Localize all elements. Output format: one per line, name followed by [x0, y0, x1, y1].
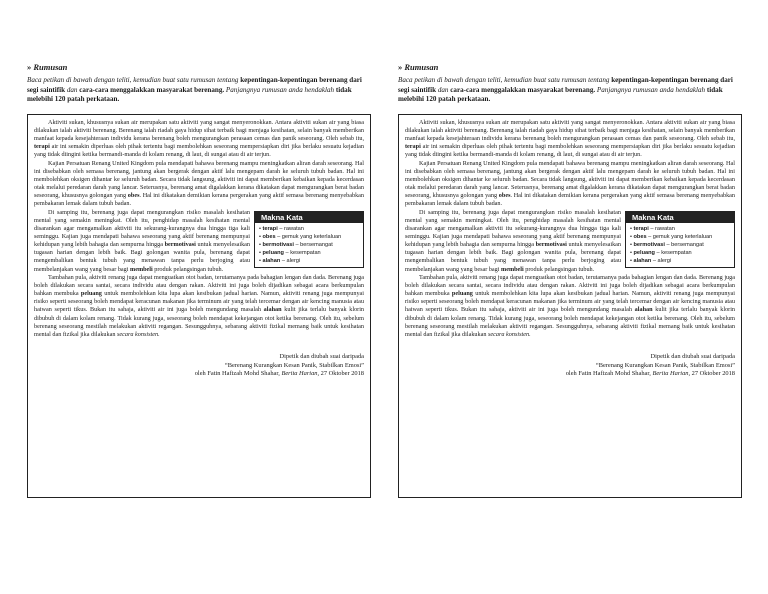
makna-kata-item: • obes – gemuk yang keterlaluan: [630, 233, 713, 240]
paragraph-3: Di samping itu, berenang juga dapat mengurangkan risiko masalah kesihatan mental yang semakin meningkat. Oleh itu, penghidap masalah kesihatan mental disarankan agar mengamalkan aktiviti itu sekurang-kurangnya dua hingga tiga kali seminggu. Kajian juga mendapati bahawa seseorang yang aktif berenang mempunyai kehidupan yang lebih bahagia dan sempurna hingga bermotivasi untuk menyelesaikan tugasan harian dengan lebih baik. Bagi golongan wanita pula, berenang dapat mengembalikan bentuk tubuh yang menawan tanpa perlu berjoging atau membelanjakan wang yang besar bagi membeli produk pelangsingan tubuh.: [34, 208, 250, 273]
double-chevron-icon: »: [27, 62, 32, 72]
paragraph-3: Di samping itu, berenang juga dapat mengurangkan risiko masalah kesihatan mental yang semakin meningkat. Oleh itu, penghidap masalah kesihatan mental disarankan agar mengamalkan aktiviti itu sekurang-kurangnya dua hingga tiga kali seminggu. Kajian juga mendapati bahawa seseorang yang aktif berenang mempunyai kehidupan yang lebih bahagia dan sempurna hingga bermotivasi untuk menyelesaikan tugasan harian dengan lebih baik. Bagi golongan wanita pula, berenang dapat mengembalikan bentuk tubuh yang menawan tanpa perlu berjoging atau membelanjakan wang yang besar bagi membeli produk pelangsingan tubuh.: [405, 208, 621, 273]
makna-kata-item: • alahan – alergi: [630, 257, 672, 264]
paragraph-4: Tambahan pula, aktiviti renang juga dapat menguatkan otot badan, terutamanya pada bahagian lengan dan dada. Berenang juga boleh dilakukan secara santai, secara individu atau dengan rakan. Aktiviti ini juga boleh dijadikan sebagai acara berkumpulan bahkan membuka peluang untuk membolehkan kita lupa akan kesibukan jadual harian. Namun, aktiviti renang juga mempunyai risiko seperti seseorang boleh mendapat keracunan makanan jika terminum air yang telah tercemar dengan air kencing manusia atau haiwan seperti tikus. Bukan itu sahaja, aktiviti air ini juga boleh mengundang masalah alahan kulit jika terlalu banyak klorin dibubuh di dalam kolam renang. Tidak kurang juga, seseorang boleh mendapat kekejangan otot ketika berenang. Oleh itu, sebelum berenang seseorang mestilah melakukan aktiviti regangan. Sesungguhnya, sebarang aktiviti fizikal memang baik untuk kesihatan mental dan fizikal jika dilakukan secara konsisten.: [405, 273, 736, 338]
makna-kata-item: • alahan – alergi: [259, 257, 301, 264]
makna-kata-title: Makna Kata: [626, 212, 734, 223]
instruction: Baca petikan di bawah dengan teliti, kemudian buat satu rumusan tentang kepentingan-kepentingan berenang dari segi saintifik dan cara-cara menggalakkan masyarakat berenang. Panjangnya rumusan anda hendaklah tidak melebihi 120 patah perkataan.: [27, 76, 362, 104]
source-citation: Dipetik dan diubah suai daripada “Berenang Kurangkan Kesan Panik, Stabilkan Emosi” oleh Fatin Hafizah Mohd Shahar, Berita Harian, 27 Oktober 2018: [194, 353, 364, 378]
makna-kata-item: • terapi – rawatan: [259, 225, 304, 232]
makna-kata-item: • obes – gemuk yang keterlaluan: [259, 233, 342, 240]
paragraph-1: Aktiviti sukan, khususnya sukan air merupakan satu aktiviti yang sangat menyeronokkan. Antara aktiviti sukan air yang biasa dilakukan ialah aktiviti berenang. Berenang ialah riadah gaya hidup sihat terbaik bagi menjaga kesihatan, selain banyak memberikan manfaat kepada kesejahteraan individu kerana berenang boleh mengurangkan perasaan cemas dan panik seseorang. Oleh sebab itu, terapi air ini semakin diperluas oleh pihak tertentu bagi membolehkan seseorang mempersiapkan diri jika berlaku sesuatu kejadian yang tidak diingini ketika bermandi-manda di kolam renang, di laut, di sungai atau di air terjun.: [34, 118, 365, 159]
page-left: [27, 62, 371, 498]
paragraph-4: Tambahan pula, aktiviti renang juga dapat menguatkan otot badan, terutamanya pada bahagian lengan dan dada. Berenang juga boleh dilakukan secara santai, secara individu atau dengan rakan. Aktiviti ini juga boleh dijadikan sebagai acara berkumpulan bahkan membuka peluang untuk membolehkan kita lupa akan kesibukan jadual harian. Namun, aktiviti renang juga mempunyai risiko seperti seseorang boleh mendapat keracunan makanan jika terminum air yang telah tercemar dengan air kencing manusia atau haiwan seperti tikus. Bukan itu sahaja, aktiviti air ini juga boleh mengundang masalah alahan kulit jika terlalu banyak klorin dibubuh di dalam kolam renang. Tidak kurang juga, seseorang boleh mendapat kekejangan otot ketika berenang. Oleh itu, sebelum berenang seseorang mestilah melakukan aktiviti regangan. Sesungguhnya, sebarang aktiviti fizikal memang baik untuk kesihatan mental dan fizikal jika dilakukan secara konsisten.: [34, 273, 365, 338]
paragraph-1: Aktiviti sukan, khususnya sukan air merupakan satu aktiviti yang sangat menyeronokkan. Antara aktiviti sukan air yang biasa dilakukan ialah aktiviti berenang. Berenang ialah riadah gaya hidup sihat terbaik bagi menjaga kesihatan, selain banyak memberikan manfaat kepada kesejahteraan individu kerana berenang boleh mengurangkan perasaan cemas dan panik seseorang. Oleh sebab itu, terapi air ini semakin diperluas oleh pihak tertentu bagi membolehkan seseorang mempersiapkan diri jika berlaku sesuatu kejadian yang tidak diingini ketika bermandi-manda di kolam renang, di laut, di sungai atau di air terjun.: [405, 118, 736, 159]
page-right: [398, 62, 742, 498]
passage-box: [398, 114, 742, 498]
section-heading: [27, 62, 371, 72]
makna-kata-item: • peluang – kesempatan: [630, 249, 692, 256]
source-citation: Dipetik dan diubah suai daripada “Berenang Kurangkan Kesan Panik, Stabilkan Emosi” oleh Fatin Hafizah Mohd Shahar, Berita Harian, 27 Oktober 2018: [565, 353, 735, 378]
paragraph-2: Kajian Persatuan Renang United Kingdom pula mendapati bahawa berenang mampu meningkatkan aliran darah seseorang. Hal ini disebabkan oleh semasa berenang, jantung akan bergerak dengan aktif lalu mengepam darah ke seluruh tubuh badan. Hal ini membolehkan oksigen dihantar ke seluruh badan. Secara tidak langsung, aktiviti ini dapat memberikan kebaikan kepada kecerdasan otak melalui peredaran darah yang lancar. Seterusnya, berenang amat digalakkan kerana dikatakan dapat mengurangkan berat badan seseorang, khususnya golongan yang obes. Hal ini dikatakan demikian kerana pergerakan yang aktif semasa berenang menyebabkan pembakaran lemak dalam tubuh badan.: [34, 159, 365, 208]
makna-kata-item: • bermotivasi – bersemangat: [630, 241, 704, 248]
passage-box: [27, 114, 371, 498]
section-heading: [398, 62, 742, 72]
heading-title: Rumusan: [33, 62, 68, 72]
makna-kata-title: Makna Kata: [255, 212, 363, 223]
double-chevron-icon: »: [398, 62, 403, 72]
makna-kata-item: • bermotivasi – bersemangat: [259, 241, 333, 248]
makna-kata-box: [254, 211, 364, 268]
instruction: Baca petikan di bawah dengan teliti, kemudian buat satu rumusan tentang kepentingan-kepentingan berenang dari segi saintifik dan cara-cara menggalakkan masyarakat berenang. Panjangnya rumusan anda hendaklah tidak melebihi 120 patah perkataan.: [398, 76, 733, 104]
makna-kata-item: • peluang – kesempatan: [259, 249, 321, 256]
makna-kata-item: • terapi – rawatan: [630, 225, 675, 232]
makna-kata-box: [625, 211, 735, 268]
heading-title: Rumusan: [404, 62, 439, 72]
paragraph-2: Kajian Persatuan Renang United Kingdom pula mendapati bahawa berenang mampu meningkatkan aliran darah seseorang. Hal ini disebabkan oleh semasa berenang, jantung akan bergerak dengan aktif lalu mengepam darah ke seluruh tubuh badan. Hal ini membolehkan oksigen dihantar ke seluruh badan. Secara tidak langsung, aktiviti ini dapat memberikan kebaikan kepada kecerdasan otak melalui peredaran darah yang lancar. Seterusnya, berenang amat digalakkan kerana dikatakan dapat mengurangkan berat badan seseorang, khususnya golongan yang obes. Hal ini dikatakan demikian kerana pergerakan yang aktif semasa berenang menyebabkan pembakaran lemak dalam tubuh badan.: [405, 159, 736, 208]
